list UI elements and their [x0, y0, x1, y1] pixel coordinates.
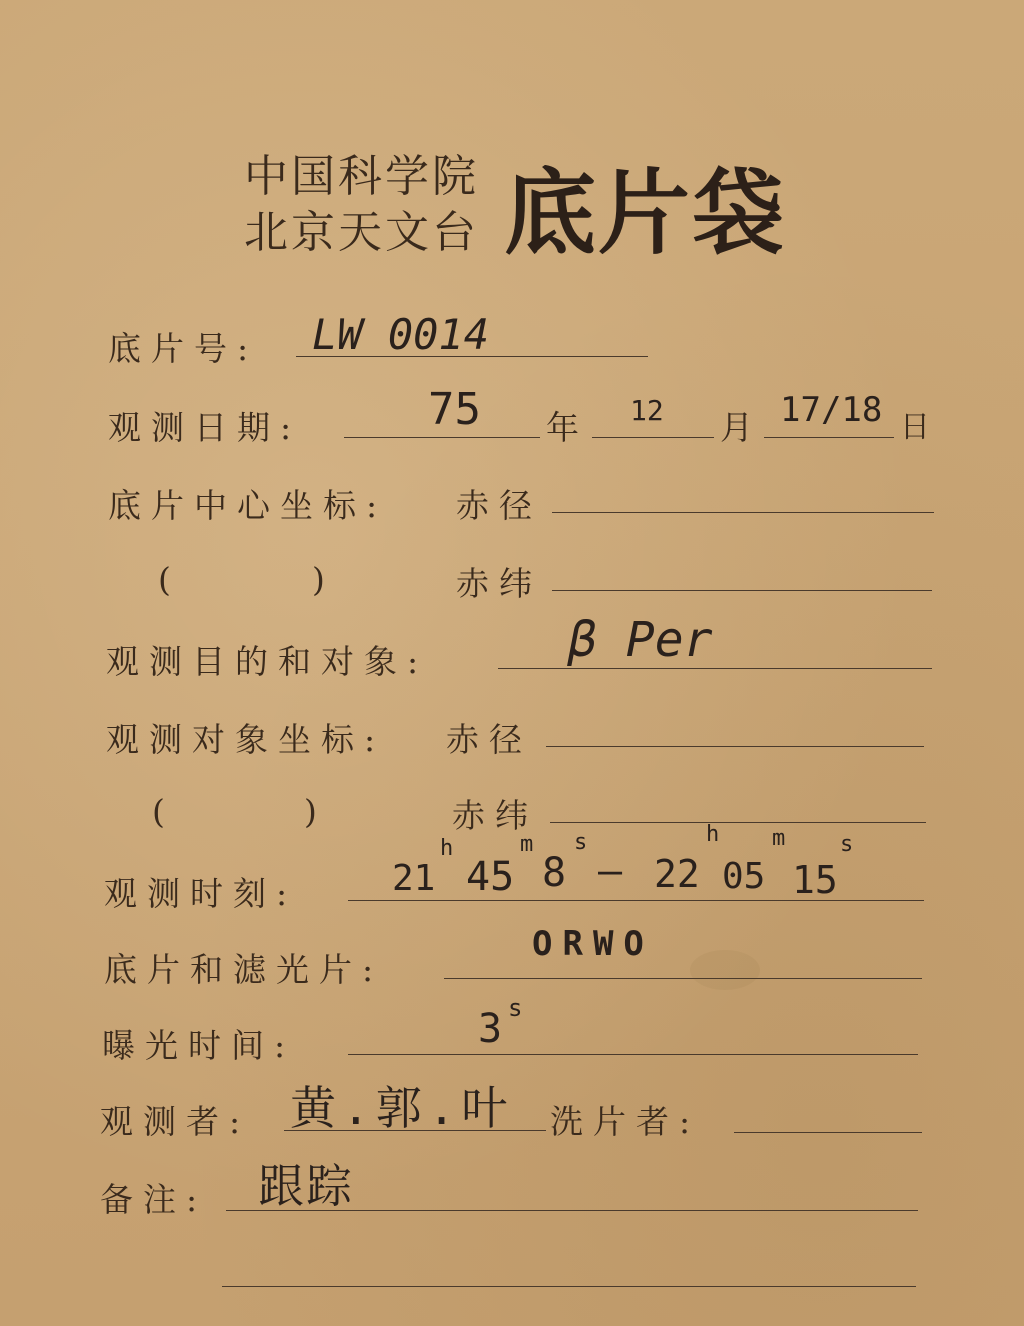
day-unit: 日	[900, 410, 930, 445]
year-unit: 年	[546, 408, 579, 447]
obs-time-line	[348, 900, 924, 901]
target-ra-line	[546, 746, 924, 747]
observer-line	[284, 1130, 546, 1131]
start-seconds: 8	[542, 850, 567, 896]
plate-center-dec-label: 赤纬	[456, 564, 542, 603]
plate-no-value: LW 0014	[312, 310, 490, 359]
obs-year-value: 75	[428, 384, 481, 435]
target-line	[498, 668, 932, 669]
exposure-label: 曝光时间:	[102, 1026, 296, 1065]
remarks-extra-line	[222, 1286, 916, 1287]
obs-month-value: 12	[630, 394, 664, 427]
time-dash: —	[598, 848, 623, 894]
obs-date-label: 观测日期:	[108, 408, 302, 447]
start-minutes: 45	[466, 854, 515, 900]
developer-line	[734, 1132, 922, 1133]
exposure-value: 3	[478, 1006, 503, 1052]
remarks-label: 备注:	[100, 1180, 208, 1219]
target-dec-line	[550, 822, 926, 823]
target-ra-label: 赤径	[446, 720, 532, 759]
observer-value: 黄.郭.叶	[290, 1081, 514, 1135]
exposure-line	[348, 1054, 918, 1055]
exposure-unit: s	[508, 994, 523, 1022]
target-label: 观测目的和对象:	[106, 642, 429, 681]
end-m-mark: m	[772, 826, 786, 851]
plate-filter-line	[444, 978, 922, 979]
target-value: β Per	[568, 612, 713, 668]
obs-day-line	[764, 437, 894, 438]
plate-center-ra-label: 赤径	[456, 486, 542, 525]
target-paren-close: )	[304, 792, 317, 831]
obs-day-value: 17/18	[780, 390, 883, 430]
obs-month-line	[592, 437, 714, 438]
plate-center-paren-close: )	[312, 560, 325, 599]
plate-center-label: 底片中心坐标:	[108, 486, 388, 525]
target-dec-label: 赤纬	[452, 796, 538, 835]
start-m-mark: m	[520, 832, 534, 857]
end-hours: 22	[654, 852, 700, 896]
plate-center-ra-line	[552, 512, 934, 513]
end-seconds: 15	[792, 858, 838, 902]
institution-line-1: 中国科学院	[244, 151, 479, 202]
developer-label: 洗片者:	[550, 1102, 701, 1141]
end-minutes: 05	[722, 856, 766, 897]
end-h-mark: h	[706, 822, 720, 847]
month-unit: 月	[720, 408, 753, 447]
remarks-value: 跟踪	[258, 1159, 354, 1213]
start-h-mark: h	[440, 836, 454, 861]
start-s-mark: s	[574, 830, 588, 855]
plate-center-paren-open: (	[158, 560, 171, 599]
plate-filter-label: 底片和滤光片:	[104, 950, 384, 989]
envelope-title: 底片袋	[504, 159, 787, 267]
plate-no-line	[296, 356, 648, 357]
paper-stain	[690, 950, 760, 990]
target-paren-open: (	[152, 792, 165, 831]
obs-year-line	[344, 437, 540, 438]
plate-filter-value: ORWO	[532, 924, 654, 964]
remarks-line	[226, 1210, 918, 1211]
plate-no-label: 底片号:	[108, 329, 259, 368]
target-coords-label: 观测对象坐标:	[106, 720, 386, 759]
plate-center-dec-line	[552, 590, 932, 591]
start-hours: 21	[392, 858, 436, 899]
observer-label: 观测者:	[100, 1102, 251, 1141]
end-s-mark: s	[840, 832, 854, 857]
obs-time-label: 观测时刻:	[104, 874, 298, 913]
institution-line-2: 北京天文台	[244, 207, 479, 258]
